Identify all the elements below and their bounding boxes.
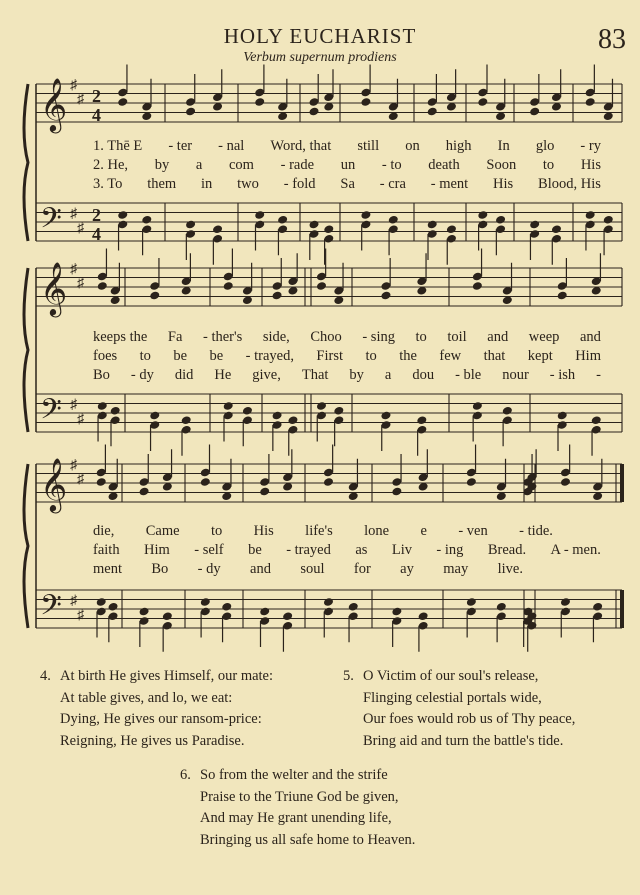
- note-head: [466, 477, 477, 487]
- lyric-syllable: e: [420, 523, 427, 539]
- note-head: [592, 602, 603, 612]
- lyric-syllable: give,: [252, 367, 281, 383]
- note-head: [560, 477, 571, 487]
- sharp-icon: ♯: [70, 262, 77, 277]
- lyric-syllable: them: [147, 176, 177, 192]
- note-head: [472, 401, 483, 411]
- stanza-line: Flinging celestial portals wide,: [363, 689, 542, 706]
- lyric-syllable: - ish: [549, 367, 576, 383]
- system-3-verse-1: [93, 523, 553, 540]
- lyric-syllable: Choo: [310, 329, 342, 345]
- lyric-syllable: His: [493, 176, 514, 192]
- stanza-5: [343, 666, 575, 752]
- stanza-line: O Victim of our soul's release,: [363, 668, 539, 684]
- lyric-syllable: weep: [528, 329, 560, 345]
- lyric-syllable: Liv: [391, 542, 412, 558]
- lyric-syllable: - self: [194, 542, 224, 558]
- stanza-number: 6.: [180, 767, 191, 783]
- lyric-syllable: glo: [535, 138, 555, 154]
- lyric-syllable: - dy: [130, 367, 154, 383]
- stanza-6: [180, 765, 415, 851]
- lyric-syllable: dou: [412, 367, 435, 383]
- note-head: [181, 415, 192, 425]
- system-2-verse-1: [93, 329, 601, 346]
- note-head: [97, 281, 108, 291]
- system-brace: [24, 268, 28, 432]
- note-head: [360, 210, 371, 220]
- note-head: [221, 602, 232, 612]
- time-signature: 2: [92, 205, 101, 225]
- bass-clef-icon: 𝄢: [40, 202, 62, 242]
- note-head: [496, 602, 507, 612]
- note-head: [200, 477, 211, 487]
- note-head: [282, 611, 293, 621]
- sharp-icon: ♯: [77, 472, 84, 487]
- note-head: [360, 97, 371, 107]
- note-head: [591, 415, 602, 425]
- stanza-number: 5.: [343, 668, 354, 684]
- bass-clef-icon: 𝄢: [40, 589, 62, 629]
- lyric-syllable: live.: [497, 561, 523, 577]
- lyric-syllable: death: [428, 157, 460, 173]
- lyric-syllable: to: [139, 348, 151, 364]
- system-2-verse-3: [93, 367, 601, 384]
- lyric-syllable: life's: [305, 523, 333, 539]
- stanza-line: At birth He gives Himself, our mate:: [60, 668, 274, 684]
- lyric-syllable: a: [384, 367, 392, 383]
- lyric-syllable: and: [487, 329, 509, 345]
- note-head: [308, 220, 319, 230]
- lyric-syllable: faith: [93, 542, 120, 558]
- lyric-syllable: Word, that: [270, 138, 332, 154]
- lyric-syllable: His: [253, 523, 274, 539]
- note-head: [242, 406, 253, 416]
- lyric-syllable: to: [415, 329, 427, 345]
- lyric-syllable: that: [483, 348, 506, 364]
- note-head: [271, 291, 282, 301]
- lyric-syllable: -: [596, 367, 601, 383]
- note-head: [287, 415, 298, 425]
- stanza-line: Bringing us all safe home to Heaven.: [200, 831, 416, 848]
- lyric-syllable: and: [579, 329, 601, 345]
- lyric-syllable: by: [154, 157, 170, 173]
- stanza-line: And may He grant unending life,: [200, 810, 392, 826]
- lyric-syllable: Bread.: [487, 542, 527, 558]
- stanza-line: At table gives, and lo, we eat:: [60, 689, 233, 706]
- lyric-syllable: - ing: [436, 542, 464, 558]
- lyric-syllable: die,: [93, 523, 115, 539]
- stanza-line: Our foes would rob us of Thy peace,: [363, 711, 576, 727]
- note-head: [333, 406, 344, 416]
- time-signature: 4: [92, 105, 101, 125]
- lyric-syllable: for: [353, 561, 371, 577]
- treble-clef-icon: 𝄞: [40, 457, 68, 511]
- lyric-syllable: His: [580, 157, 601, 173]
- lyric-syllable: Bo: [151, 561, 169, 577]
- note-head: [316, 281, 327, 291]
- lyric-syllable: un: [340, 157, 356, 173]
- system-brace: [24, 84, 28, 241]
- lyric-syllable: in: [201, 176, 213, 192]
- sharp-icon: ♯: [77, 276, 84, 291]
- page-number: 83: [598, 24, 626, 55]
- lyric-syllable: Sa: [340, 176, 355, 192]
- note-head: [466, 597, 477, 607]
- hymn-latin-subtitle: Verbum supernum prodiens: [243, 50, 397, 65]
- lyric-syllable: be: [248, 542, 262, 558]
- lyric-syllable: - ther's: [202, 329, 243, 345]
- note-head: [603, 215, 614, 225]
- lyric-syllable: - to: [381, 157, 402, 173]
- lyric-syllable: ay: [400, 561, 414, 577]
- lyric-syllable: - dy: [197, 561, 221, 577]
- note-head: [529, 220, 540, 230]
- note-head: [97, 401, 108, 411]
- note-head: [388, 215, 399, 225]
- note-head: [391, 607, 402, 617]
- note-head: [416, 415, 427, 425]
- note-head: [277, 215, 288, 225]
- note-head: [557, 411, 568, 421]
- note-head: [107, 602, 118, 612]
- lyric-syllable: - trayed: [286, 542, 331, 558]
- lyric-syllable: kept: [527, 348, 553, 364]
- note-head: [585, 97, 596, 107]
- note-head: [427, 220, 438, 230]
- lyric-syllable: foes: [93, 348, 118, 364]
- note-head: [477, 97, 488, 107]
- note-head: [529, 107, 540, 117]
- sharp-icon: ♯: [77, 411, 84, 427]
- stanza-number: 4.: [40, 668, 51, 684]
- lyric-syllable: a: [195, 157, 203, 173]
- lyric-syllable: did: [174, 367, 194, 383]
- system-1-verse-2: [93, 157, 601, 174]
- lyric-syllable: - sing: [362, 329, 395, 345]
- sharp-icon: ♯: [77, 607, 84, 623]
- note-head: [138, 607, 149, 617]
- time-signature: 4: [92, 224, 101, 244]
- lyric-syllable: to: [210, 523, 223, 539]
- lyric-syllable: 1. Thē E: [93, 138, 143, 154]
- note-head: [380, 291, 391, 301]
- lyric-syllable: on: [405, 138, 420, 154]
- lyric-syllable: to: [542, 157, 555, 173]
- lyric-syllable: - ter: [168, 138, 193, 154]
- note-head: [551, 224, 562, 234]
- note-head: [149, 291, 160, 301]
- note-head: [254, 210, 265, 220]
- note-head: [391, 487, 402, 497]
- note-head: [271, 411, 282, 421]
- lyric-syllable: toil: [447, 329, 467, 345]
- hymn-title: HOLY EUCHARIST: [223, 24, 417, 48]
- lyric-syllable: - cra: [379, 176, 406, 192]
- note-head: [96, 597, 107, 607]
- note-head: [212, 224, 223, 234]
- note-head: [557, 291, 568, 301]
- lyric-syllable: - ment: [430, 176, 469, 192]
- note-head: [323, 597, 334, 607]
- lyric-syllable: Fa: [167, 329, 183, 345]
- note-head: [308, 107, 319, 117]
- lyric-syllable: two: [237, 176, 259, 192]
- note-head: [585, 210, 596, 220]
- lyric-syllable: Soon: [486, 157, 517, 173]
- note-head: [200, 597, 211, 607]
- lyric-syllable: - ry: [580, 138, 601, 154]
- note-head: [348, 602, 359, 612]
- lyric-syllable: He: [214, 367, 232, 383]
- note-head: [323, 477, 334, 487]
- note-head: [117, 210, 128, 220]
- lyric-syllable: soul: [300, 561, 325, 577]
- system-3-verse-2: [93, 542, 601, 559]
- system-1-verse-1: [93, 138, 601, 155]
- lyric-syllable: nour: [502, 367, 529, 383]
- note-head: [560, 597, 571, 607]
- lyric-syllable: - trayed,: [245, 348, 294, 364]
- lyric-syllable: ment: [93, 561, 122, 577]
- lyric-syllable: - nal: [218, 138, 245, 154]
- lyric-syllable: still: [357, 138, 380, 154]
- note-head: [117, 97, 128, 107]
- lyric-syllable: high: [445, 138, 472, 154]
- lyric-syllable: the: [399, 348, 417, 364]
- note-head: [254, 97, 265, 107]
- sharp-icon: ♯: [70, 397, 77, 413]
- lyric-syllable: First: [316, 348, 343, 364]
- note-head: [259, 607, 270, 617]
- system-3-verse-3: [93, 561, 523, 578]
- lyric-syllable: be: [209, 348, 224, 364]
- note-head: [162, 611, 173, 621]
- lyric-syllable: Bo: [93, 367, 110, 383]
- sharp-icon: ♯: [77, 92, 84, 107]
- lyric-syllable: to: [365, 348, 377, 364]
- lyric-syllable: as: [355, 542, 368, 558]
- lyric-syllable: - tide.: [519, 523, 553, 539]
- lyric-syllable: - fold: [283, 176, 316, 192]
- lyric-syllable: A - men.: [550, 542, 601, 558]
- sharp-icon: ♯: [77, 220, 84, 236]
- lyric-syllable: That: [301, 367, 329, 383]
- note-head: [110, 406, 121, 416]
- lyric-syllable: keeps the: [93, 329, 148, 345]
- note-head: [185, 220, 196, 230]
- note-head: [323, 224, 334, 234]
- note-head: [316, 401, 327, 411]
- note-head: [223, 281, 234, 291]
- note-head: [141, 215, 152, 225]
- lyric-syllable: side,: [262, 329, 290, 345]
- note-head: [427, 107, 438, 117]
- stanza-line: Praise to the Triune God be given,: [200, 788, 399, 805]
- note-head: [138, 487, 149, 497]
- lyric-syllable: In: [497, 138, 510, 154]
- note-head: [223, 401, 234, 411]
- lyric-syllable: com: [229, 157, 254, 173]
- note-head: [477, 210, 488, 220]
- lyric-syllable: lone: [364, 523, 390, 539]
- stanza-line: Dying, He gives our ransom-price:: [60, 711, 262, 727]
- lyric-syllable: may: [443, 561, 469, 577]
- lyric-syllable: Came: [145, 523, 180, 539]
- stanza-line: Bring aid and turn the battle's tide.: [363, 732, 564, 749]
- lyric-syllable: 2. He,: [93, 157, 129, 173]
- note-head: [502, 406, 513, 416]
- note-head: [380, 411, 391, 421]
- lyric-syllable: Him: [144, 542, 170, 558]
- treble-clef-icon: 𝄞: [40, 261, 68, 315]
- stanza-line: Reigning, He gives us Paradise.: [60, 732, 245, 749]
- note-head: [96, 477, 107, 487]
- lyric-syllable: by: [349, 367, 364, 383]
- system-2-verse-2: [93, 348, 601, 365]
- sharp-icon: ♯: [70, 78, 77, 93]
- note-head: [418, 611, 429, 621]
- lyric-syllable: Him: [575, 348, 601, 364]
- note-head: [472, 281, 483, 291]
- lyric-syllable: 3. To: [93, 176, 123, 192]
- time-signature: 2: [92, 86, 101, 106]
- sharp-icon: ♯: [70, 206, 77, 222]
- treble-clef-icon: 𝄞: [40, 77, 68, 131]
- stanza-4: [40, 666, 273, 752]
- lyric-syllable: - ble: [455, 367, 482, 383]
- lyric-syllable: and: [250, 561, 271, 577]
- lyric-syllable: few: [439, 348, 462, 364]
- lyric-syllable: - rade: [280, 157, 315, 173]
- stanza-line: So from the welter and the strife: [200, 767, 388, 783]
- note-head: [495, 215, 506, 225]
- note-head: [149, 411, 160, 421]
- lyric-syllable: - ven: [458, 523, 488, 539]
- bass-clef-icon: 𝄢: [40, 393, 62, 433]
- system-1-verse-3: [93, 176, 601, 193]
- sharp-icon: ♯: [70, 593, 77, 609]
- note-head: [446, 224, 457, 234]
- note-head: [259, 487, 270, 497]
- note-head: [185, 107, 196, 117]
- lyric-syllable: be: [173, 348, 188, 364]
- lyric-syllable: Blood, His: [538, 176, 601, 192]
- system-brace: [24, 464, 28, 628]
- sharp-icon: ♯: [70, 458, 77, 473]
